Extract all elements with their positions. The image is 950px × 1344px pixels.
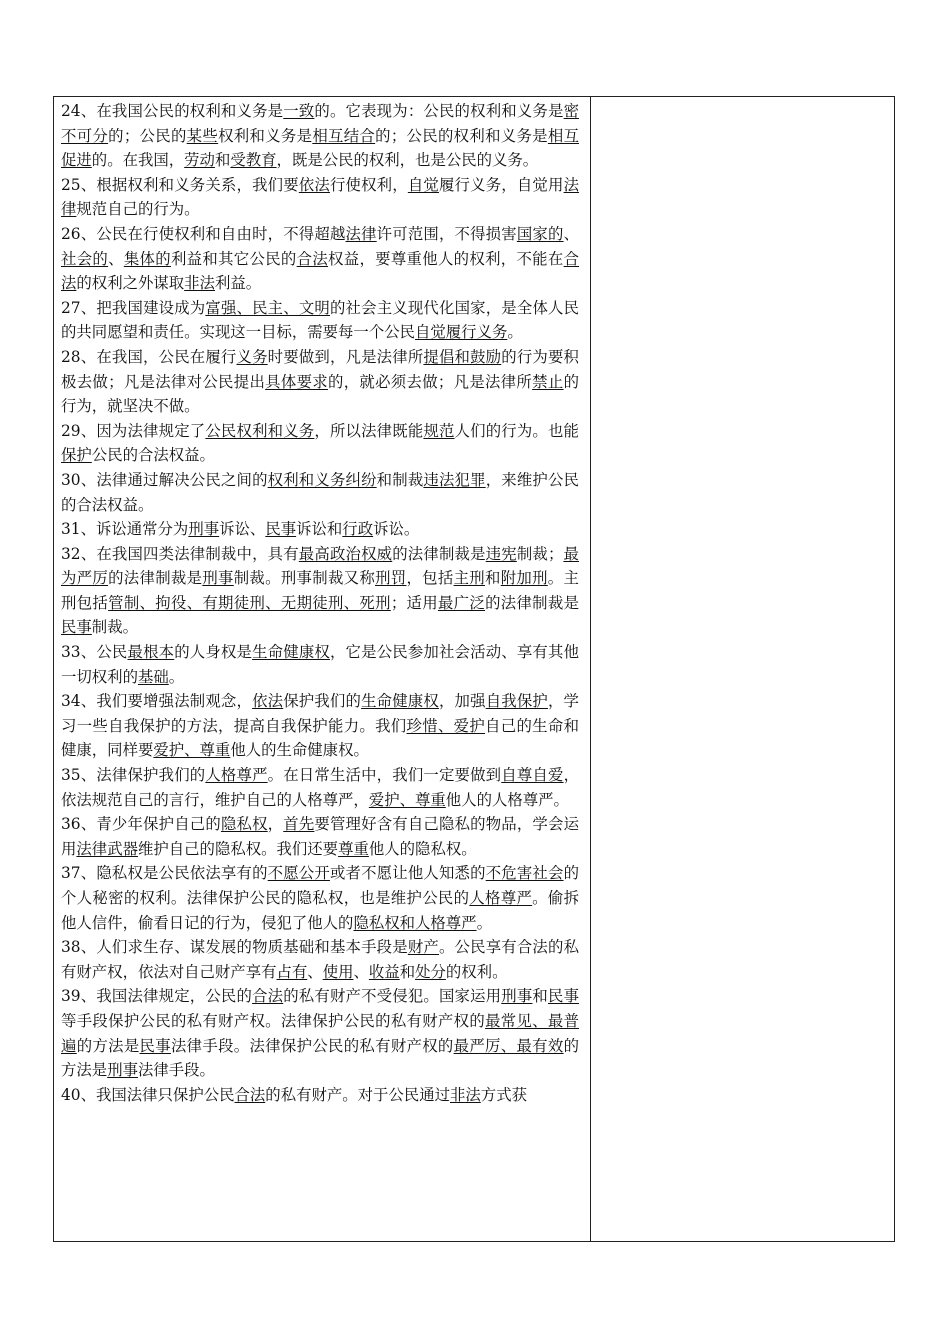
item-text: 的方法是 [76,1036,140,1055]
item-text: 维护自己的隐私权。我们还要 [137,839,339,858]
item-text: ；适用 [390,593,438,612]
underlined-term: 依法 [252,692,284,711]
underlined-term: 最广泛 [437,593,486,612]
item-text: 诉讼、 [219,520,266,539]
item-text: 和制裁 [376,470,424,489]
underlined-term: 爱护、尊重 [153,741,231,760]
item-text: 的私有财产。对于公民通过 [265,1085,450,1104]
item-text: 保护我们的 [283,692,362,711]
item-text: 的社会主义现代化国家，是全体人民的共同愿望和责任。实现这一目标，需要每一个公民 [61,298,579,342]
item-text: 38、人们求生存、谋发展的物质基础和基本手段是 [61,938,408,957]
item-text: 26、公民在行使权利和自由时，不得超越 [61,224,346,243]
underlined-term: 收益 [368,962,400,981]
underlined-term: 处分 [415,962,446,981]
item-text: 的，就必须去做；凡是法律所 [327,372,533,391]
item-text: 35、法律保护我们的 [61,766,206,785]
item-text: 的权利。 [445,962,508,981]
item-text: ，加强 [438,692,486,711]
item-text: 的方法是 [61,1036,579,1080]
item-text: 或者不愿让他人知悉的 [329,864,486,883]
item-paragraph [61,935,579,984]
item-text: 、 [307,962,323,981]
underlined-term: 法律武器 [76,839,138,858]
item-text: 27、把我国建设成为 [61,298,206,317]
item-text: 时要做到，凡是法律所 [267,347,424,366]
underlined-term: 提倡和鼓励 [423,347,502,366]
underlined-term: 尊重 [338,839,369,858]
item-text: 28、在我国，公民在履行 [61,347,237,366]
item-paragraph [61,173,579,222]
item-paragraph [61,763,579,812]
underlined-term: 义务 [236,347,268,366]
item-text: 许可范围，不得损害 [376,224,517,243]
underlined-term: 一致 [283,102,315,120]
item-text: 、 [353,962,369,981]
underlined-term: 公民权利和义务 [205,421,315,440]
item-paragraph [61,861,579,935]
underlined-term: 最严厉、最有效 [453,1036,564,1055]
underlined-term: 刑事 [202,569,234,588]
underlined-term: 民事 [61,618,92,637]
item-text: 39、我国法律规定，公民的 [61,987,253,1006]
item-text: ，来维护公民的合法权益。 [61,470,579,514]
underlined-term: 密不可分 [61,102,579,145]
underlined-term: 刑事 [188,520,220,539]
underlined-term: 权利和义务纠纷 [267,470,377,489]
item-paragraph [61,689,579,763]
item-text: ，学习一些自我保护的方法，提高自我保护能力。我们 [61,692,579,735]
item-text: 公民的合法权益。 [91,446,215,465]
item-text: 、 [563,224,579,243]
underlined-term: 民事 [265,520,297,539]
item-text: 诉讼和 [296,520,343,539]
item-text: 他人的人格尊严。 [445,790,569,809]
underlined-term: 禁止 [532,372,564,391]
underlined-term: 法律 [61,175,579,219]
item-text: 29、因为法律规定了 [61,421,206,440]
underlined-term: 国家的 [516,224,564,243]
item-text: 的私有财产不受侵犯。国家运用 [283,987,502,1006]
underlined-term: 占有 [276,962,308,981]
item-text: 要管理好含有自己隐私的物品，学会运用 [61,815,579,858]
underlined-term: 自尊自爱 [501,766,564,785]
underlined-term: 合法 [296,249,329,268]
item-text: 和 [214,151,231,170]
underlined-term: 社会的 [61,249,109,268]
item-text: ，它是公民参加社会活动、享有其他一切权利的 [61,643,579,686]
item-text: 。 [476,913,492,932]
item-text: 和 [532,987,548,1006]
underlined-term: 爱护、尊重 [368,790,446,809]
item-text: 40、我国法律只保护公民 [61,1085,235,1104]
underlined-term: 民事 [139,1036,171,1055]
item-text: 利益和其它公民的 [170,249,297,268]
item-text: 的个人秘密的权利。法律保护公民的隐私权，也是维护公民的 [61,864,579,907]
item-text: 规范自己的行为。 [76,200,200,219]
item-text: 的行为，就坚决不做。 [61,372,579,416]
item-text: 、 [108,249,124,268]
underlined-term: 基础 [137,667,169,686]
item-text: ，所以法律既能 [314,421,424,440]
underlined-term: 财产 [407,938,439,957]
underlined-term: 非法 [450,1085,481,1104]
item-text: 利益。 [214,274,262,293]
underlined-term: 管制、拘役、有期徒刑、无期徒刑、死刑 [108,593,391,612]
underlined-term: 人格尊严 [205,766,268,785]
underlined-term: 自觉 [407,175,439,194]
underlined-term: 违宪 [485,544,517,563]
item-text: 。公民享有合法的私有财产权，依法对自己财产享有 [61,938,579,981]
item-paragraph [61,1083,579,1108]
underlined-term: 合法 [252,987,284,1006]
item-text: 37、隐私权是公民依法享有的 [61,864,268,883]
underlined-term: 隐私权和人格尊严 [353,913,477,932]
item-text: 行使权利， [329,175,408,194]
underlined-term: 相互结合 [312,126,376,145]
item-text: 的行为要积极去做；凡是法律对公民提出 [61,347,579,391]
item-paragraph [61,345,579,419]
underlined-term: 刑事 [107,1061,138,1080]
document-table [53,96,895,1242]
item-paragraph [61,99,579,173]
item-text: 32、在我国四类法律制裁中，具有 [61,544,299,563]
item-text: 的。在我国， [91,151,185,170]
item-text: ，既是公民的权利，也是公民的义务。 [276,151,539,170]
item-text: 方式获 [480,1085,527,1104]
item-paragraph [61,812,579,861]
underlined-term: 相互促进 [61,126,579,170]
item-text: 权利和义务是 [218,126,313,145]
item-text: 自己的生命和健康，同样要 [61,716,579,760]
item-paragraph [61,296,579,345]
underlined-term: 人格尊严 [469,889,533,907]
underlined-term: 保护 [61,446,92,465]
item-text: 30、法律通过解决公民之间的 [61,470,268,489]
underlined-term: 刑罚 [375,569,407,588]
underlined-term: 违法犯罪 [423,470,486,489]
underlined-term: 受教育 [230,151,277,170]
underlined-term: 最为严厉 [61,544,579,588]
underlined-term: 不愿公开 [267,864,330,883]
item-text: 。在日常生活中，我们一定要做到 [267,766,502,785]
item-text: 。主刑包括 [61,569,579,612]
underlined-term: 隐私权 [220,815,268,834]
item-paragraph [61,517,579,542]
item-paragraph [61,542,579,640]
item-text: 的。它表现为：公民的权利和义务是 [314,102,564,120]
item-paragraph [61,419,579,468]
underlined-term: 规范 [423,421,455,440]
underlined-term: 劳动 [184,151,215,170]
item-text: 的法律制裁是 [108,569,203,588]
item-text: 制裁。 [91,618,138,637]
item-text: 的人身权是 [174,643,253,662]
item-text: 法律手段。法律保护公民的私有财产权的 [170,1036,454,1055]
item-text: 34、我们要增强法制观念， [61,692,253,711]
underlined-term: 自我保护 [485,692,548,711]
item-text: 法律手段。 [137,1061,215,1080]
item-text: 的法律制裁是 [485,593,579,612]
underlined-term: 生命健康权 [252,643,330,662]
item-paragraph [61,222,579,296]
item-text: 和 [484,569,501,588]
item-text: 履行义务，自觉用 [438,175,564,194]
left-column [61,99,579,1107]
item-text: 制裁； [516,544,564,563]
item-paragraph [61,640,579,689]
item-text: 。 [168,667,185,686]
underlined-term: 集体的 [123,249,171,268]
underlined-term: 珍惜、爱护 [406,716,486,735]
underlined-term: 最常见、最普遍 [61,1011,579,1055]
item-text: 。偷拆他人信件，偷看日记的行为，侵犯了他人的 [61,889,579,932]
underlined-term: 合法 [61,249,579,293]
item-text: 人们的行为。也能 [454,421,579,440]
underlined-term: 具体要求 [265,372,328,391]
item-text: 制裁。刑事制裁又称 [233,569,376,588]
underlined-term: 依法 [298,175,330,194]
underlined-term: 最根本 [127,643,175,662]
underlined-term: 首先 [283,815,315,834]
item-text: 他人的生命健康权。 [230,741,369,760]
underlined-term: 某些 [186,126,219,145]
item-paragraph [61,468,579,517]
underlined-term: 行政 [342,520,374,539]
item-text: 等手段保护公民的私有财产权。法律保护公民的私有财产权的 [61,1011,486,1030]
item-text: ，包括 [406,569,454,588]
item-text: 。 [507,323,523,342]
underlined-term: 富强、民主、文明 [205,298,330,317]
item-text: 他人的隐私权。 [368,839,477,858]
underlined-term: 使用 [322,962,354,981]
item-text: 25、根据权利和义务关系，我们要 [61,175,299,194]
underlined-term: 非法 [184,274,215,293]
item-text: 权益，要尊重他人的权利，不能在 [328,249,564,268]
item-text: 诉讼。 [373,520,420,539]
item-text: 的法律制裁是 [392,544,486,563]
underlined-term: 民事 [548,987,579,1006]
column-divider [590,97,591,1241]
underlined-term: 不危害社会 [485,864,564,883]
item-text: 33、公民 [61,643,128,662]
underlined-term: 自觉履行义务 [415,323,508,342]
underlined-term: 主刑 [453,569,485,588]
item-text: 的；公民的权利和义务是 [375,126,548,145]
underlined-term: 合法 [234,1085,266,1104]
item-text: ，依法规范自己的言行，维护自己的人格尊严， [61,766,579,809]
underlined-term: 刑事 [501,987,533,1006]
underlined-term: 附加刑 [500,569,548,588]
item-text: 36、青少年保护自己的 [61,815,221,834]
item-text: 的；公民的 [108,126,187,145]
item-paragraph [61,984,579,1082]
item-text: 24、在我国公民的权利和义务是 [61,102,284,120]
item-text: 和 [399,962,416,981]
item-text: 31、诉讼通常分为 [61,520,189,539]
underlined-term: 生命健康权 [361,692,439,711]
underlined-term: 最高政治权威 [298,544,393,563]
item-text: 的权利之外谋取 [76,274,185,293]
item-text: ， [267,815,284,834]
underlined-term: 法律 [345,224,377,243]
